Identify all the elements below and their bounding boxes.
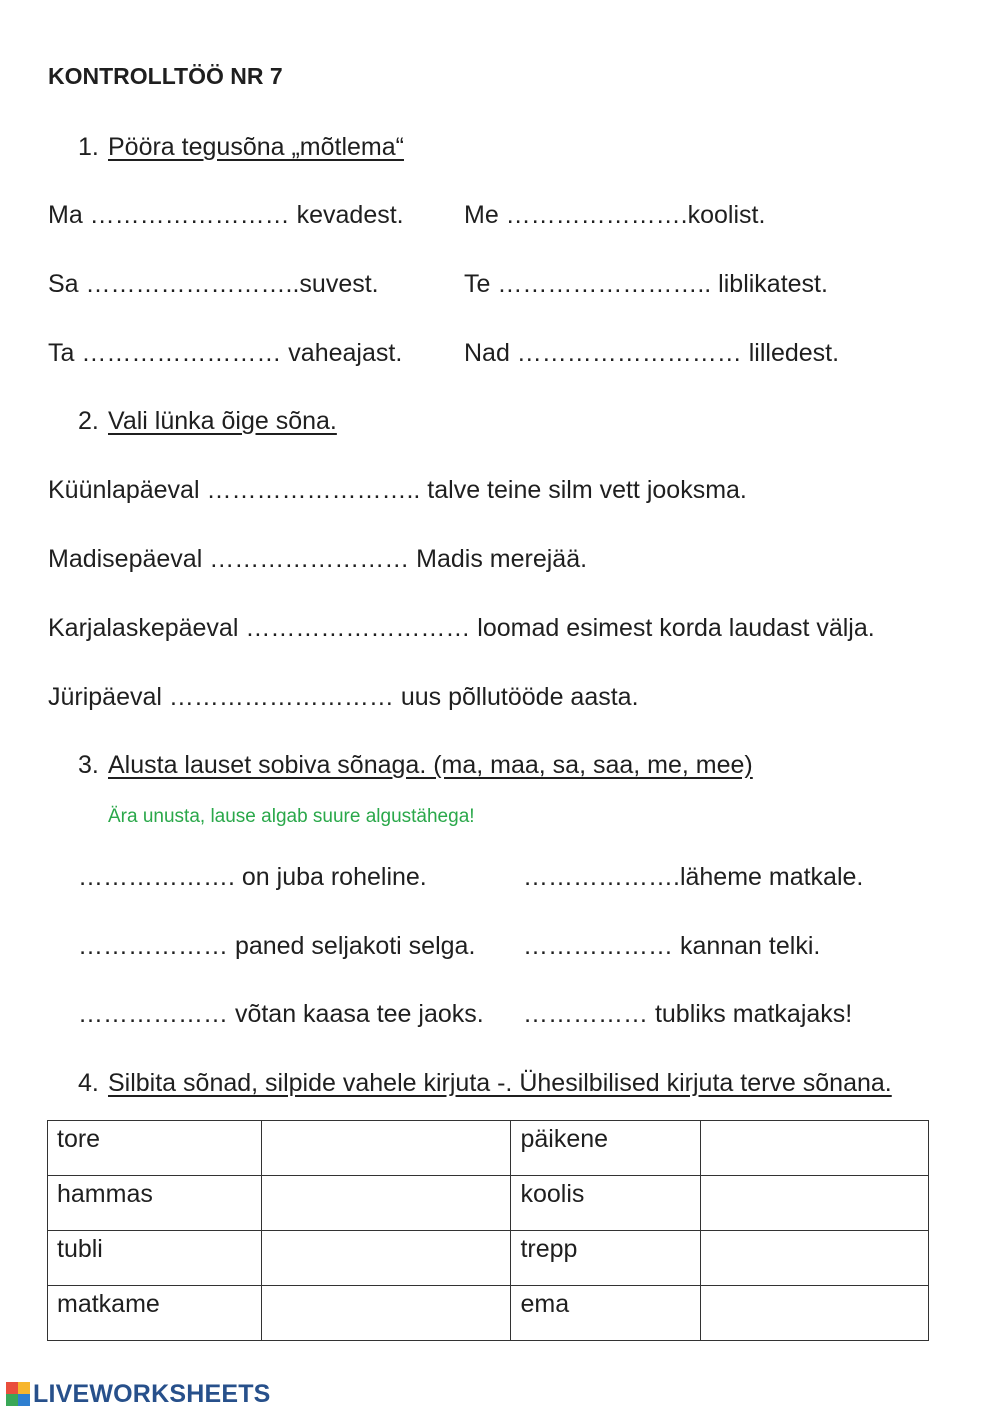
word-cell: [511, 1286, 701, 1341]
logo-text: LIVEWORKSHEETS: [33, 1379, 271, 1408]
question-3-heading: [78, 751, 753, 780]
logo-square: [18, 1394, 30, 1406]
answer-cell[interactable]: [261, 1121, 511, 1176]
answer-cell[interactable]: [701, 1176, 929, 1231]
question-4-number: 4.: [78, 1069, 99, 1097]
word-cell: [48, 1121, 262, 1176]
q1-line-ta: Ta …………………… vaheajast.: [48, 339, 403, 367]
word-cell: [48, 1286, 262, 1341]
word-cell: [48, 1231, 262, 1286]
question-3-title: Alusta lauset sobiva sõnaga. (ma, maa, sa, saa, me, mee): [108, 751, 753, 779]
word-cell: [511, 1231, 701, 1286]
q2-line-4: Jüripäeval ……………………… uus põllutööde aasta.: [48, 683, 639, 711]
q3-line-3-left: ……………… võtan kaasa tee jaoks.: [78, 1000, 484, 1028]
page-title: KONTROLLTÖÖ NR 7: [48, 63, 283, 89]
q3-hint: Ära unusta, lause algab suure algustähega!: [108, 806, 475, 827]
logo-squares-icon: [6, 1382, 30, 1406]
answer-cell[interactable]: [701, 1286, 929, 1341]
q1-line-te: Te …………………….. liblikatest.: [464, 270, 828, 298]
question-3-number: 3.: [78, 751, 99, 779]
answer-cell[interactable]: [261, 1286, 511, 1341]
q3-line-3-right: …………… tubliks matkajaks!: [523, 1000, 853, 1028]
word-tore: tore: [57, 1125, 101, 1153]
liveworksheets-logo[interactable]: [6, 1378, 271, 1410]
q2-line-1: Küünlapäeval …………………….. talve teine silm vett jooksma.: [48, 476, 747, 504]
question-1-number: 1.: [78, 133, 99, 161]
logo-square: [6, 1394, 18, 1406]
word-koolis: koolis: [520, 1180, 585, 1208]
word-cell: [511, 1121, 701, 1176]
word-cell: [48, 1176, 262, 1231]
q2-line-2: Madisepäeval …………………… Madis merejää.: [48, 545, 588, 573]
logo-square: [6, 1382, 18, 1394]
q3-line-1-right: ……………….läheme matkale.: [523, 863, 864, 891]
table-row: [48, 1176, 929, 1231]
q1-line-me: Me ………………….koolist.: [464, 201, 766, 229]
syllable-table: [47, 1120, 929, 1341]
answer-cell[interactable]: [261, 1176, 511, 1231]
answer-cell[interactable]: [701, 1121, 929, 1176]
word-trepp: trepp: [520, 1235, 578, 1263]
question-4-title: Silbita sõnad, silpide vahele kirjuta -. Ühesilbilised kirjuta terve sõnana.: [108, 1069, 892, 1097]
q1-line-nad: Nad ……………………… lilledest.: [464, 339, 840, 367]
question-2-number: 2.: [78, 407, 99, 435]
word-ema: ema: [520, 1290, 570, 1318]
question-2-heading: [78, 407, 337, 436]
answer-cell[interactable]: [701, 1231, 929, 1286]
q1-line-ma: Ma …………………… kevadest.: [48, 201, 404, 229]
word-hammas: hammas: [57, 1180, 153, 1208]
word-matkame: matkame: [57, 1290, 160, 1318]
table-row: [48, 1286, 929, 1341]
q3-line-1-left: ………………. on juba roheline.: [78, 863, 427, 891]
question-1-title: Pööra tegusõna „mõtlema“: [108, 133, 404, 161]
question-4-heading: [78, 1069, 892, 1098]
answer-cell[interactable]: [261, 1231, 511, 1286]
logo-square: [18, 1382, 30, 1394]
word-paikene: päikene: [520, 1125, 609, 1153]
q3-line-2-left: ……………… paned seljakoti selga.: [78, 932, 476, 960]
table-row: [48, 1121, 929, 1176]
question-2-title: Vali lünka õige sõna.: [108, 407, 337, 435]
q1-line-sa: Sa ……………………..suvest.: [48, 270, 379, 298]
question-1-heading: [78, 133, 404, 162]
q2-line-3: Karjalaskepäeval ……………………… loomad esimest korda laudast välja.: [48, 614, 875, 642]
q3-line-2-right: ……………… kannan telki.: [523, 932, 821, 960]
word-tubli: tubli: [57, 1235, 103, 1263]
word-cell: [511, 1176, 701, 1231]
table-row: [48, 1231, 929, 1286]
